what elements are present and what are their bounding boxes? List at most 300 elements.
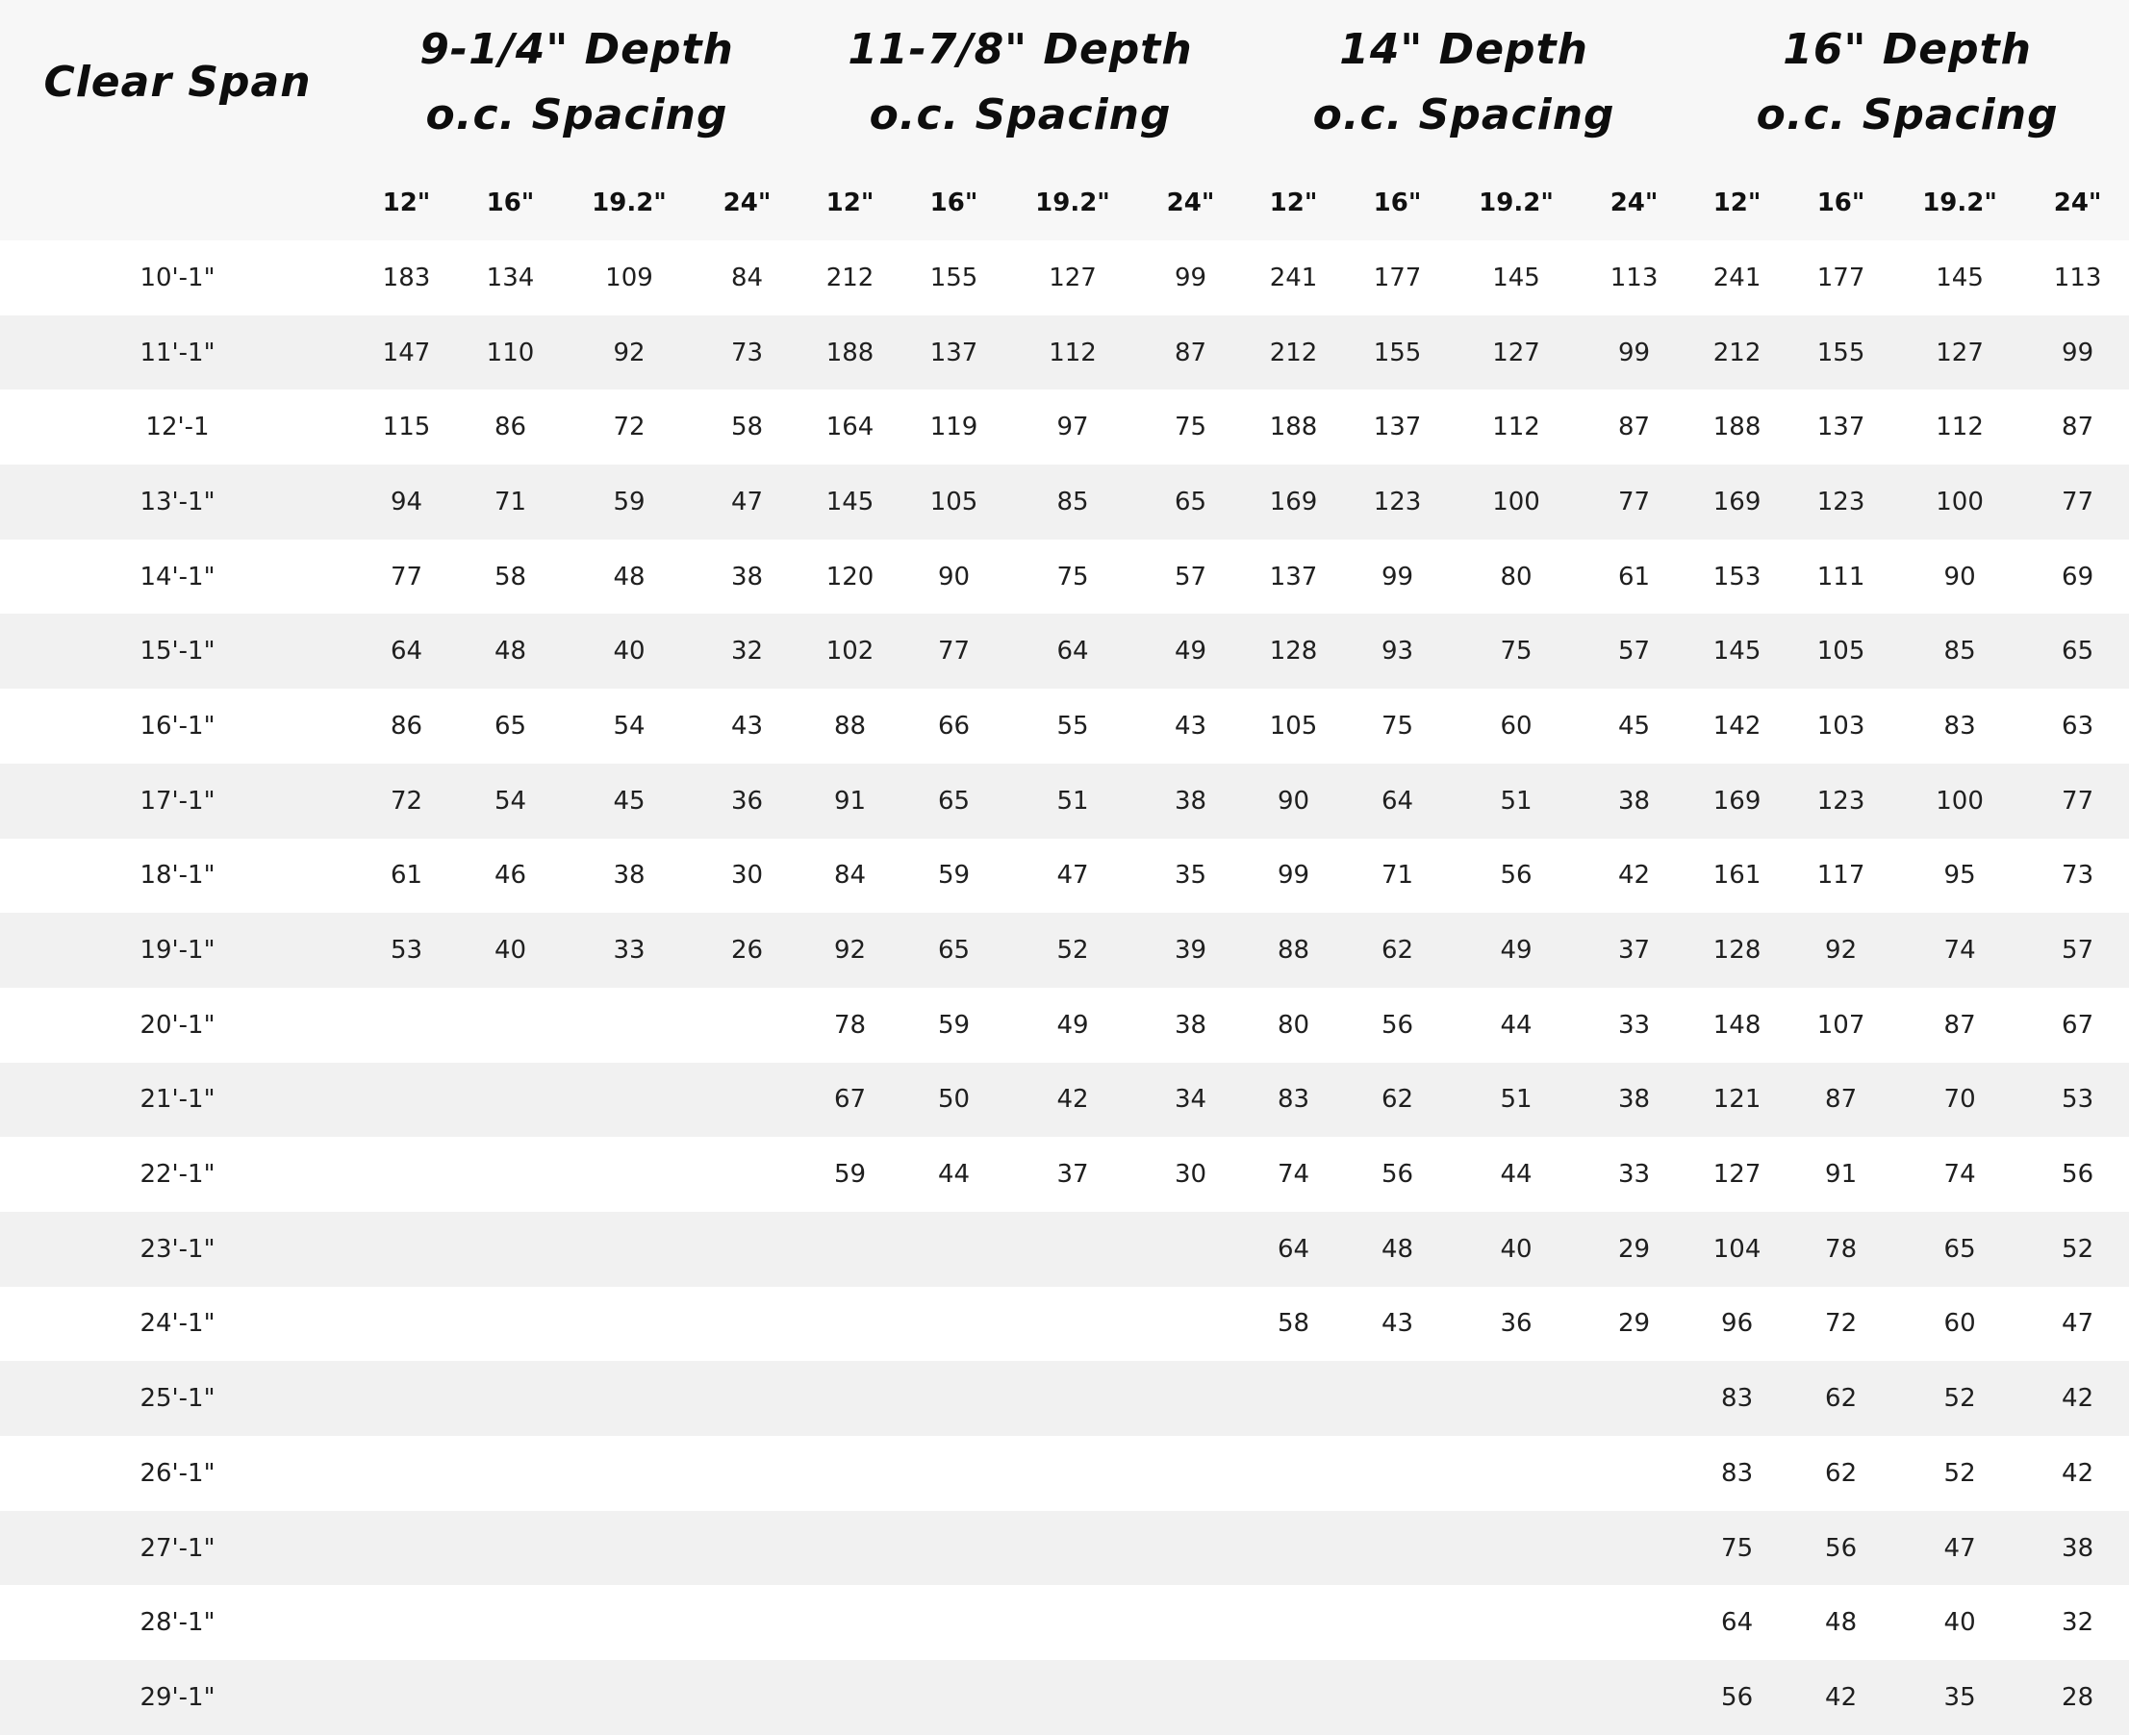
load-value-cell: 85 — [1943, 637, 1976, 667]
load-value-cell: 38 — [1174, 1010, 1207, 1040]
load-value-cell — [563, 1436, 696, 1511]
load-value-cell: 75 — [1381, 711, 1414, 741]
load-value-cell — [1242, 1511, 1345, 1586]
load-value-cell: 112 — [1049, 338, 1097, 367]
load-value-cell: 54 — [613, 711, 646, 741]
load-value-cell: 57 — [1618, 637, 1651, 667]
load-value-cell: 105 — [1816, 637, 1865, 667]
load-value-cell: 65 — [494, 711, 527, 741]
load-value-cell: 42 — [2062, 1458, 2094, 1488]
load-value-cell — [1242, 1361, 1345, 1436]
load-value-cell — [1006, 1585, 1139, 1660]
spacing-header: 24" — [1139, 165, 1242, 240]
load-value-cell — [563, 1137, 696, 1212]
load-value-cell: 112 — [1492, 413, 1540, 442]
load-value-cell: 69 — [2062, 562, 2094, 591]
load-value-cell: 95 — [1943, 861, 1976, 891]
load-value-cell: 58 — [1277, 1309, 1310, 1339]
clear-span-cell: 28'-1" — [139, 1608, 215, 1638]
load-value-cell: 70 — [1943, 1085, 1976, 1115]
load-value-cell: 33 — [1618, 1160, 1651, 1190]
load-value-cell: 71 — [1381, 861, 1414, 891]
load-value-cell — [458, 1585, 563, 1660]
load-value-cell: 83 — [1943, 711, 1976, 741]
load-value-cell: 37 — [1618, 936, 1651, 966]
load-value-cell: 39 — [1174, 936, 1207, 966]
load-value-cell: 48 — [1381, 1234, 1414, 1264]
load-value-cell — [696, 1361, 798, 1436]
load-value-cell: 90 — [1277, 786, 1310, 816]
load-value-cell: 38 — [1174, 786, 1207, 816]
clear-span-cell: 23'-1" — [139, 1234, 215, 1264]
load-value-cell: 63 — [2062, 711, 2094, 741]
load-value-cell: 36 — [1500, 1309, 1533, 1339]
load-value-cell: 84 — [730, 263, 764, 292]
load-value-cell — [1450, 1436, 1583, 1511]
load-value-cell: 59 — [833, 1160, 867, 1190]
load-value-cell: 54 — [494, 786, 527, 816]
load-value-cell: 66 — [937, 711, 971, 741]
load-value-cell: 86 — [390, 711, 423, 741]
load-value-cell — [1583, 1585, 1685, 1660]
table-row — [0, 1287, 2129, 1362]
load-value-cell — [355, 1137, 458, 1212]
depth-label: 9-1/4" Depth — [419, 25, 734, 74]
load-value-cell: 72 — [390, 786, 423, 816]
load-value-cell — [458, 988, 563, 1063]
load-value-cell — [1006, 1511, 1139, 1586]
load-value-cell: 121 — [1712, 1085, 1761, 1115]
load-value-cell: 73 — [730, 338, 764, 367]
spacing-header: 24" — [2026, 165, 2129, 240]
load-value-cell — [696, 1660, 798, 1735]
load-value-cell: 64 — [390, 637, 423, 667]
load-value-cell: 115 — [382, 413, 431, 442]
load-value-cell — [696, 1511, 798, 1586]
load-value-cell — [458, 1511, 563, 1586]
load-value-cell — [1345, 1436, 1450, 1511]
load-value-cell: 29 — [1618, 1309, 1651, 1339]
load-value-cell: 84 — [833, 861, 867, 891]
load-value-cell: 212 — [1712, 338, 1761, 367]
load-value-cell — [798, 1585, 901, 1660]
load-value-cell: 53 — [390, 936, 423, 966]
load-value-cell — [563, 1511, 696, 1586]
load-value-cell: 87 — [1174, 338, 1207, 367]
load-value-cell — [1006, 1361, 1139, 1436]
load-value-cell: 77 — [937, 637, 971, 667]
load-value-cell: 40 — [613, 637, 646, 667]
load-value-cell: 56 — [2062, 1160, 2094, 1190]
clear-span-cell: 11'-1" — [139, 338, 215, 367]
load-value-cell — [355, 1660, 458, 1735]
table-row — [0, 390, 2129, 465]
load-value-cell: 145 — [1492, 263, 1540, 292]
clear-span-cell: 15'-1" — [139, 637, 215, 667]
load-value-cell: 120 — [825, 562, 874, 591]
load-value-cell — [1242, 1436, 1345, 1511]
load-value-cell — [355, 988, 458, 1063]
load-value-cell: 91 — [833, 786, 867, 816]
load-value-cell: 169 — [1712, 786, 1761, 816]
load-value-cell: 75 — [1721, 1533, 1754, 1563]
load-value-cell: 127 — [1492, 338, 1540, 367]
load-value-cell — [798, 1436, 901, 1511]
clear-span-cell: 26'-1" — [139, 1458, 215, 1488]
load-value-cell: 77 — [2062, 487, 2094, 516]
load-value-cell: 137 — [1816, 413, 1865, 442]
load-value-cell — [355, 1063, 458, 1138]
load-value-cell: 88 — [1277, 936, 1310, 966]
load-value-cell: 52 — [2062, 1234, 2094, 1264]
load-value-cell — [563, 1585, 696, 1660]
load-value-cell: 85 — [1056, 487, 1089, 516]
table-row — [0, 1212, 2129, 1287]
load-value-cell: 47 — [730, 487, 764, 516]
load-value-cell: 88 — [833, 711, 867, 741]
clear-span-cell: 25'-1" — [139, 1384, 215, 1414]
load-value-cell: 65 — [937, 936, 971, 966]
load-value-cell: 59 — [613, 487, 646, 516]
load-value-cell: 80 — [1277, 1010, 1310, 1040]
load-value-cell: 38 — [730, 562, 764, 591]
load-value-cell: 52 — [1943, 1384, 1976, 1414]
load-value-cell — [1450, 1660, 1583, 1735]
load-value-cell — [1345, 1660, 1450, 1735]
load-value-cell: 28 — [2062, 1682, 2094, 1712]
load-value-cell: 34 — [1174, 1085, 1207, 1115]
load-value-cell: 80 — [1500, 562, 1533, 591]
clear-span-cell: 12'-1 — [145, 413, 210, 442]
load-value-cell: 123 — [1816, 487, 1865, 516]
load-value-cell: 56 — [1721, 1682, 1754, 1712]
table-header — [0, 0, 2129, 240]
load-value-cell — [355, 1212, 458, 1287]
depth-group-header — [798, 0, 1242, 165]
table-body — [0, 240, 2129, 1735]
load-value-cell: 137 — [929, 338, 978, 367]
load-value-cell: 117 — [1816, 861, 1865, 891]
load-value-cell: 92 — [613, 338, 646, 367]
load-value-cell: 148 — [1712, 1010, 1761, 1040]
load-value-cell: 145 — [1712, 637, 1761, 667]
load-value-cell: 74 — [1277, 1160, 1310, 1190]
clear-span-cell: 14'-1" — [139, 562, 215, 591]
load-value-cell — [901, 1660, 1006, 1735]
load-value-cell: 155 — [1373, 338, 1422, 367]
load-value-cell: 241 — [1712, 263, 1761, 292]
depth-label: 11-7/8" Depth — [848, 25, 1193, 74]
load-value-cell: 94 — [390, 487, 423, 516]
spacing-label: o.c. Spacing — [869, 90, 1172, 139]
load-value-cell: 99 — [1174, 263, 1207, 292]
load-value-cell — [798, 1511, 901, 1586]
load-value-cell: 57 — [1174, 562, 1207, 591]
load-value-cell: 73 — [2062, 861, 2094, 891]
spacing-header: 12" — [355, 165, 458, 240]
load-value-cell: 71 — [494, 487, 527, 516]
table-row — [0, 689, 2129, 764]
load-value-cell: 38 — [1618, 1085, 1651, 1115]
load-value-cell — [696, 988, 798, 1063]
load-value-cell: 38 — [1618, 786, 1651, 816]
spacing-header: 24" — [696, 165, 798, 240]
load-value-cell: 40 — [1500, 1234, 1533, 1264]
load-value-cell: 64 — [1056, 637, 1089, 667]
load-value-cell: 62 — [1825, 1384, 1858, 1414]
load-value-cell: 72 — [1825, 1309, 1858, 1339]
clear-span-cell: 10'-1" — [139, 263, 215, 292]
load-value-cell: 49 — [1056, 1010, 1089, 1040]
table-row — [0, 913, 2129, 988]
load-value-cell: 61 — [390, 861, 423, 891]
load-value-cell — [1345, 1361, 1450, 1436]
spacing-header: 16" — [1345, 165, 1450, 240]
load-value-cell: 75 — [1056, 562, 1089, 591]
load-value-cell: 37 — [1056, 1160, 1089, 1190]
load-value-cell: 32 — [730, 637, 764, 667]
load-value-cell — [901, 1212, 1006, 1287]
load-value-cell: 100 — [1936, 487, 1984, 516]
load-value-cell: 38 — [2062, 1533, 2094, 1563]
load-value-cell — [355, 1361, 458, 1436]
load-value-cell: 65 — [2062, 637, 2094, 667]
load-value-cell: 43 — [730, 711, 764, 741]
spacing-header: 12" — [1685, 165, 1788, 240]
load-value-cell: 87 — [1943, 1010, 1976, 1040]
load-value-cell — [1450, 1585, 1583, 1660]
load-value-cell: 212 — [825, 263, 874, 292]
load-value-cell: 87 — [1825, 1085, 1858, 1115]
load-value-cell — [696, 1137, 798, 1212]
load-value-cell: 241 — [1269, 263, 1318, 292]
spacing-label: o.c. Spacing — [425, 90, 728, 139]
load-value-cell — [458, 1660, 563, 1735]
load-value-cell: 183 — [382, 263, 431, 292]
table-row — [0, 465, 2129, 540]
load-value-cell: 47 — [1943, 1533, 1976, 1563]
load-value-cell: 147 — [382, 338, 431, 367]
table-row — [0, 1361, 2129, 1436]
load-value-cell: 47 — [1056, 861, 1089, 891]
load-value-cell: 153 — [1712, 562, 1761, 591]
spacing-header: 19.2" — [1450, 165, 1583, 240]
load-value-cell: 56 — [1381, 1010, 1414, 1040]
load-value-cell: 33 — [613, 936, 646, 966]
load-value-cell — [901, 1585, 1006, 1660]
spacing-label: o.c. Spacing — [1756, 90, 2059, 139]
spacing-header: 19.2" — [563, 165, 696, 240]
load-value-cell: 64 — [1381, 786, 1414, 816]
load-value-cell: 113 — [2053, 263, 2102, 292]
load-value-cell: 169 — [1269, 487, 1318, 516]
load-value-cell: 134 — [486, 263, 535, 292]
load-value-cell: 49 — [1500, 936, 1533, 966]
load-value-cell: 48 — [613, 562, 646, 591]
load-value-cell: 40 — [494, 936, 527, 966]
load-value-cell: 83 — [1277, 1085, 1310, 1115]
table-row — [0, 1436, 2129, 1511]
load-value-cell — [1242, 1660, 1345, 1735]
load-value-cell: 65 — [937, 786, 971, 816]
load-value-cell: 60 — [1500, 711, 1533, 741]
load-value-cell: 103 — [1816, 711, 1865, 741]
load-value-cell: 51 — [1500, 1085, 1533, 1115]
load-value-cell — [901, 1287, 1006, 1362]
load-value-cell — [1139, 1660, 1242, 1735]
load-value-cell: 78 — [833, 1010, 867, 1040]
load-value-cell — [458, 1436, 563, 1511]
load-value-cell: 75 — [1500, 637, 1533, 667]
load-value-cell: 113 — [1609, 263, 1659, 292]
load-value-cell: 105 — [1269, 711, 1318, 741]
depth-header-row — [0, 0, 2129, 165]
load-value-cell — [563, 988, 696, 1063]
load-value-cell: 59 — [937, 861, 971, 891]
table-row — [0, 614, 2129, 689]
depth-label: 14" Depth — [1339, 25, 1588, 74]
table-row — [0, 764, 2129, 839]
clear-span-cell: 29'-1" — [139, 1682, 215, 1712]
load-value-cell: 42 — [1825, 1682, 1858, 1712]
load-value-cell: 48 — [494, 637, 527, 667]
load-value-cell: 44 — [1500, 1010, 1533, 1040]
load-value-cell: 64 — [1277, 1234, 1310, 1264]
load-value-cell: 30 — [1174, 1160, 1207, 1190]
load-value-cell: 212 — [1269, 338, 1318, 367]
spacing-header-row — [0, 165, 2129, 240]
load-value-cell: 29 — [1618, 1234, 1651, 1264]
load-value-cell: 99 — [1618, 338, 1651, 367]
load-value-cell: 102 — [825, 637, 874, 667]
load-value-cell — [1006, 1436, 1139, 1511]
load-value-cell: 188 — [1269, 413, 1318, 442]
load-value-cell — [355, 1287, 458, 1362]
depth-group-header — [1242, 0, 1685, 165]
load-value-cell: 155 — [1816, 338, 1865, 367]
load-value-cell — [1345, 1585, 1450, 1660]
load-value-cell — [1006, 1287, 1139, 1362]
load-value-cell — [696, 1212, 798, 1287]
load-value-cell: 137 — [1269, 562, 1318, 591]
load-value-cell — [798, 1660, 901, 1735]
load-value-cell — [1139, 1436, 1242, 1511]
load-value-cell: 100 — [1492, 487, 1540, 516]
load-value-cell: 59 — [937, 1010, 971, 1040]
load-value-cell — [696, 1436, 798, 1511]
clear-span-cell: 13'-1" — [139, 487, 215, 516]
load-value-cell: 105 — [929, 487, 978, 516]
load-value-cell: 49 — [1174, 637, 1207, 667]
load-value-cell: 145 — [1936, 263, 1984, 292]
load-value-cell: 47 — [2062, 1309, 2094, 1339]
load-value-cell — [798, 1361, 901, 1436]
spacing-header: 12" — [798, 165, 901, 240]
load-value-cell: 127 — [1936, 338, 1984, 367]
load-value-cell — [1450, 1511, 1583, 1586]
clear-span-cell: 27'-1" — [139, 1533, 215, 1563]
load-value-cell: 127 — [1049, 263, 1097, 292]
load-value-cell — [1242, 1585, 1345, 1660]
clear-span-cell: 24'-1" — [139, 1309, 215, 1339]
clear-span-header: Clear Span — [0, 0, 355, 165]
load-value-cell: 83 — [1721, 1458, 1754, 1488]
load-value-cell: 90 — [937, 562, 971, 591]
load-value-cell — [696, 1287, 798, 1362]
load-value-cell: 56 — [1825, 1533, 1858, 1563]
clear-span-cell: 19'-1" — [139, 936, 215, 966]
load-value-cell: 64 — [1721, 1608, 1754, 1638]
load-value-cell: 112 — [1936, 413, 1984, 442]
load-value-cell — [1006, 1660, 1139, 1735]
load-value-cell: 92 — [1825, 936, 1858, 966]
load-value-cell: 83 — [1721, 1384, 1754, 1414]
load-value-cell — [1139, 1287, 1242, 1362]
load-value-cell: 57 — [2062, 936, 2094, 966]
load-value-cell: 119 — [929, 413, 978, 442]
load-value-cell: 164 — [825, 413, 874, 442]
load-value-cell: 92 — [833, 936, 867, 966]
load-value-cell: 44 — [937, 1160, 971, 1190]
spacing-header: 24" — [1583, 165, 1685, 240]
load-value-cell — [1345, 1511, 1450, 1586]
load-value-cell: 110 — [486, 338, 535, 367]
load-value-cell: 46 — [494, 861, 527, 891]
load-value-cell: 61 — [1618, 562, 1651, 591]
load-value-cell: 87 — [1618, 413, 1651, 442]
load-value-cell — [1583, 1660, 1685, 1735]
load-value-cell: 128 — [1269, 637, 1318, 667]
load-value-cell — [798, 1212, 901, 1287]
load-value-cell: 100 — [1936, 786, 1984, 816]
table-row — [0, 1511, 2129, 1586]
load-value-cell: 62 — [1381, 936, 1414, 966]
load-value-cell — [355, 1436, 458, 1511]
load-value-cell — [563, 1287, 696, 1362]
load-value-cell: 60 — [1943, 1309, 1976, 1339]
load-value-cell: 188 — [1712, 413, 1761, 442]
load-value-cell: 77 — [2062, 786, 2094, 816]
load-value-cell: 26 — [730, 936, 764, 966]
load-value-cell: 62 — [1825, 1458, 1858, 1488]
load-value-cell: 99 — [1277, 861, 1310, 891]
load-value-cell: 62 — [1381, 1085, 1414, 1115]
load-value-cell: 35 — [1174, 861, 1207, 891]
load-value-cell — [563, 1212, 696, 1287]
load-value-cell: 99 — [2062, 338, 2094, 367]
load-value-cell — [563, 1660, 696, 1735]
load-value-cell: 99 — [1381, 562, 1414, 591]
spacing-header: 16" — [458, 165, 563, 240]
clear-span-cell: 22'-1" — [139, 1160, 215, 1190]
load-value-cell — [1139, 1361, 1242, 1436]
load-value-cell — [563, 1361, 696, 1436]
spacing-header: 19.2" — [1893, 165, 2026, 240]
table-row — [0, 540, 2129, 615]
load-value-cell — [458, 1287, 563, 1362]
load-value-cell: 78 — [1825, 1234, 1858, 1264]
load-value-cell: 107 — [1816, 1010, 1865, 1040]
load-value-cell: 77 — [390, 562, 423, 591]
load-value-cell: 33 — [1618, 1010, 1651, 1040]
load-value-cell — [458, 1361, 563, 1436]
load-value-cell: 38 — [613, 861, 646, 891]
table-row — [0, 240, 2129, 315]
load-value-cell: 30 — [730, 861, 764, 891]
spacing-header: 19.2" — [1006, 165, 1139, 240]
table-row — [0, 315, 2129, 390]
table-row — [0, 1585, 2129, 1660]
